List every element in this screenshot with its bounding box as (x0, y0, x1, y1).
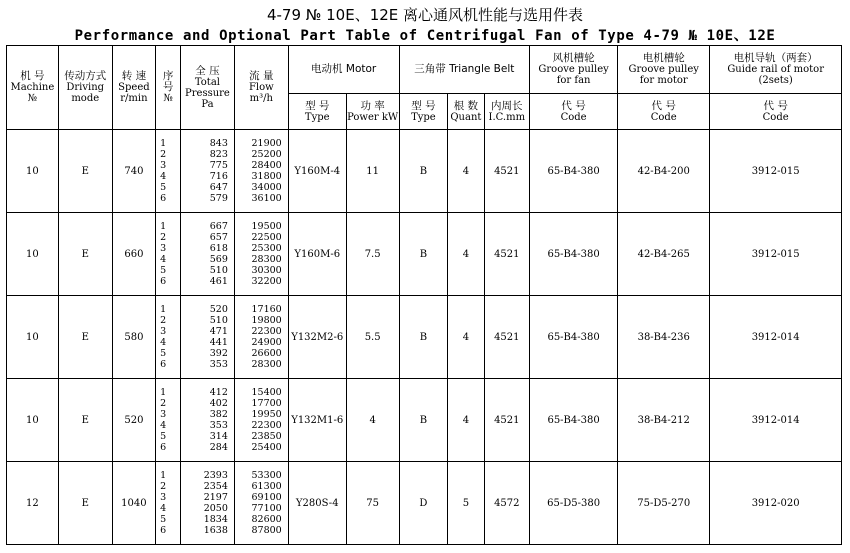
machine-cell: 10 (7, 130, 59, 213)
motor-power-cell: 11 (346, 130, 399, 213)
flow-cell-value: 24900 (251, 337, 282, 348)
motor-type-cell: Y160M-6 (288, 213, 346, 296)
flow-cell-value: 15400 (251, 387, 282, 398)
seq-cell-value: 2 (160, 481, 167, 492)
pressure-cell-value: 471 (209, 326, 228, 337)
belt-quant-cell: 4 (448, 296, 484, 379)
speed-cell: 1040 (112, 462, 156, 545)
machine-cell: 10 (7, 213, 59, 296)
table-row (7, 213, 842, 296)
flow-cell-value: 22300 (251, 326, 282, 337)
guide-rail-code-cell: 3912-014 (710, 296, 842, 379)
table-row (7, 296, 842, 379)
seq-cell-value: 1 (160, 387, 167, 398)
pressure-cell (181, 130, 235, 213)
speed-cell: 520 (112, 379, 156, 462)
pressure-cell-value: 520 (209, 304, 228, 315)
pressure-cell-value: 2197 (203, 492, 228, 503)
header-fan-pulley-code: 代 号 Code (530, 94, 618, 130)
flow-cell-value: 19950 (251, 409, 282, 420)
flow-cell-value: 32200 (251, 276, 282, 287)
header-motor-power: 功 率 Power kW (346, 94, 399, 130)
flow-cell (234, 296, 288, 379)
flow-cell-value: 53300 (251, 470, 282, 481)
flow-cell (234, 462, 288, 545)
header-flow: 流 量 Flow m³/h (234, 46, 288, 130)
seq-cell (156, 379, 181, 462)
flow-cell (234, 130, 288, 213)
seq-cell-value: 1 (160, 221, 167, 232)
motor-power-cell: 75 (346, 462, 399, 545)
header-guide-rail: 电机导轨（两套） Guide rail of motor (2sets) (710, 46, 842, 94)
machine-cell: 10 (7, 296, 59, 379)
pressure-cell-value: 716 (209, 171, 228, 182)
belt-quant-cell: 5 (448, 462, 484, 545)
pressure-cell-value: 823 (209, 149, 228, 160)
motor-power-cell: 5.5 (346, 296, 399, 379)
header-motor-pulley-code: 代 号 Code (618, 94, 710, 130)
header-speed: 转 速 Speed r/min (112, 46, 156, 130)
pressure-cell-value: 314 (209, 431, 228, 442)
pressure-cell-value: 441 (209, 337, 228, 348)
motor-pulley-code-cell: 75-D5-270 (618, 462, 710, 545)
pressure-cell (181, 379, 235, 462)
flow-cell-value: 19500 (251, 221, 282, 232)
motor-pulley-code-cell: 38-B4-212 (618, 379, 710, 462)
seq-cell-value: 5 (160, 514, 167, 525)
flow-cell-value: 77100 (251, 503, 282, 514)
flow-cell (234, 379, 288, 462)
table-row (7, 379, 842, 462)
fan-pulley-code-cell: 65-B4-380 (530, 296, 618, 379)
machine-cell: 12 (7, 462, 59, 545)
pressure-cell-value: 353 (209, 359, 228, 370)
performance-table (6, 45, 842, 545)
seq-cell-value: 4 (160, 337, 167, 348)
header-motor-type: 型 号 Type (288, 94, 346, 130)
belt-type-cell: B (399, 379, 448, 462)
flow-cell-value: 25200 (251, 149, 282, 160)
belt-length-cell: 4521 (484, 296, 530, 379)
driving-mode-cell: E (58, 296, 112, 379)
belt-length-cell: 4521 (484, 379, 530, 462)
driving-mode-cell: E (58, 379, 112, 462)
pressure-cell-value: 667 (209, 221, 228, 232)
speed-cell: 660 (112, 213, 156, 296)
guide-rail-code-cell: 3912-015 (710, 130, 842, 213)
header-driving-mode: 传动方式 Driving mode (58, 46, 112, 130)
flow-cell-value: 22500 (251, 232, 282, 243)
pressure-cell-value: 402 (209, 398, 228, 409)
seq-cell-value: 5 (160, 265, 167, 276)
flow-cell-value: 69100 (251, 492, 282, 503)
driving-mode-cell: E (58, 213, 112, 296)
speed-cell: 580 (112, 296, 156, 379)
pressure-cell-value: 775 (209, 160, 228, 171)
pressure-cell-value: 392 (209, 348, 228, 359)
flow-cell-value: 28400 (251, 160, 282, 171)
flow-cell-value: 17700 (251, 398, 282, 409)
fan-pulley-code-cell: 65-B4-380 (530, 379, 618, 462)
seq-cell-value: 6 (160, 276, 167, 287)
flow-cell-value: 23850 (251, 431, 282, 442)
pressure-cell-value: 579 (209, 193, 228, 204)
pressure-cell-value: 1638 (203, 525, 228, 536)
header-belt-quant: 根 数 Quant (448, 94, 484, 130)
flow-cell-value: 21900 (251, 138, 282, 149)
seq-cell-value: 2 (160, 315, 167, 326)
seq-cell (156, 296, 181, 379)
pressure-cell-value: 510 (209, 265, 228, 276)
flow-cell-value: 36100 (251, 193, 282, 204)
pressure-cell-value: 2050 (203, 503, 228, 514)
flow-cell-value: 82600 (251, 514, 282, 525)
belt-type-cell: B (399, 130, 448, 213)
flow-cell-value: 30300 (251, 265, 282, 276)
pressure-cell-value: 657 (209, 232, 228, 243)
pressure-cell-value: 647 (209, 182, 228, 193)
belt-length-cell: 4521 (484, 130, 530, 213)
pressure-cell-value: 510 (209, 315, 228, 326)
seq-cell-value: 2 (160, 398, 167, 409)
motor-pulley-code-cell: 42-B4-265 (618, 213, 710, 296)
motor-type-cell: Y160M-4 (288, 130, 346, 213)
seq-cell (156, 130, 181, 213)
header-seq: 序 号 № (156, 46, 181, 130)
belt-type-cell: B (399, 213, 448, 296)
header-motor-pulley: 电机槽轮 Groove pulley for motor (618, 46, 710, 94)
seq-cell-value: 1 (160, 304, 167, 315)
flow-cell (234, 213, 288, 296)
seq-cell-value: 1 (160, 138, 167, 149)
belt-quant-cell: 4 (448, 130, 484, 213)
pressure-cell-value: 353 (209, 420, 228, 431)
pressure-cell-value: 843 (209, 138, 228, 149)
table-row (7, 462, 842, 545)
pressure-cell-value: 618 (209, 243, 228, 254)
motor-power-cell: 7.5 (346, 213, 399, 296)
seq-cell-value: 3 (160, 243, 167, 254)
seq-cell-value: 6 (160, 442, 167, 453)
seq-cell-value: 3 (160, 160, 167, 171)
seq-cell-value: 2 (160, 232, 167, 243)
flow-cell-value: 25400 (251, 442, 282, 453)
belt-length-cell: 4521 (484, 213, 530, 296)
pressure-cell (181, 296, 235, 379)
seq-cell-value: 5 (160, 182, 167, 193)
motor-type-cell: Y132M1-6 (288, 379, 346, 462)
seq-cell-value: 3 (160, 409, 167, 420)
seq-cell-value: 6 (160, 359, 167, 370)
machine-cell: 10 (7, 379, 59, 462)
fan-pulley-code-cell: 65-D5-380 (530, 462, 618, 545)
seq-cell-value: 3 (160, 326, 167, 337)
seq-cell-value: 2 (160, 149, 167, 160)
driving-mode-cell: E (58, 130, 112, 213)
flow-cell-value: 28300 (251, 359, 282, 370)
header-pressure: 全 压 Total Pressure Pa (181, 46, 235, 130)
seq-cell-value: 5 (160, 431, 167, 442)
guide-rail-code-cell: 3912-014 (710, 379, 842, 462)
table-body (7, 130, 842, 545)
guide-rail-code-cell: 3912-020 (710, 462, 842, 545)
seq-cell-value: 4 (160, 171, 167, 182)
motor-pulley-code-cell: 42-B4-200 (618, 130, 710, 213)
pressure-cell-value: 569 (209, 254, 228, 265)
flow-cell-value: 26600 (251, 348, 282, 359)
flow-cell-value: 87800 (251, 525, 282, 536)
table-row (7, 130, 842, 213)
header-belt-length: 内周长 I.C.mm (484, 94, 530, 130)
flow-cell-value: 19800 (251, 315, 282, 326)
header-triangle-belt: 三角带 Triangle Belt (399, 46, 530, 94)
title-chinese: 4-79 № 10E、12E 离心通风机性能与选用件表 (266, 6, 584, 24)
seq-cell-value: 4 (160, 503, 167, 514)
seq-cell (156, 213, 181, 296)
fan-pulley-code-cell: 65-B4-380 (530, 213, 618, 296)
pressure-cell-value: 2354 (203, 481, 228, 492)
pressure-cell-value: 1834 (203, 514, 228, 525)
seq-cell-value: 3 (160, 492, 167, 503)
header-belt-type: 型 号 Type (399, 94, 448, 130)
seq-cell-value: 4 (160, 254, 167, 265)
pressure-cell (181, 462, 235, 545)
seq-cell (156, 462, 181, 545)
belt-type-cell: B (399, 296, 448, 379)
motor-type-cell: Y280S-4 (288, 462, 346, 545)
guide-rail-code-cell: 3912-015 (710, 213, 842, 296)
pressure-cell (181, 213, 235, 296)
pressure-cell-value: 2393 (203, 470, 228, 481)
belt-quant-cell: 4 (448, 379, 484, 462)
header-guide-rail-code: 代 号 Code (710, 94, 842, 130)
motor-power-cell: 4 (346, 379, 399, 462)
belt-type-cell: D (399, 462, 448, 545)
fan-pulley-code-cell: 65-B4-380 (530, 130, 618, 213)
pressure-cell-value: 412 (209, 387, 228, 398)
pressure-cell-value: 382 (209, 409, 228, 420)
motor-type-cell: Y132M2-6 (288, 296, 346, 379)
title-english: Performance and Optional Part Table of Centrifugal Fan of Type 4-79 № 10E、12E (74, 28, 776, 44)
header-fan-pulley: 风机槽轮 Groove pulley for fan (530, 46, 618, 94)
seq-cell-value: 6 (160, 193, 167, 204)
seq-cell-value: 4 (160, 420, 167, 431)
flow-cell-value: 61300 (251, 481, 282, 492)
flow-cell-value: 17160 (251, 304, 282, 315)
pressure-cell-value: 284 (209, 442, 228, 453)
flow-cell-value: 31800 (251, 171, 282, 182)
pressure-cell-value: 461 (209, 276, 228, 287)
seq-cell-value: 6 (160, 525, 167, 536)
header-machine: 机 号 Machine № (7, 46, 59, 130)
seq-cell-value: 5 (160, 348, 167, 359)
motor-pulley-code-cell: 38-B4-236 (618, 296, 710, 379)
flow-cell-value: 28300 (251, 254, 282, 265)
flow-cell-value: 22300 (251, 420, 282, 431)
seq-cell-value: 1 (160, 470, 167, 481)
driving-mode-cell: E (58, 462, 112, 545)
flow-cell-value: 25300 (251, 243, 282, 254)
flow-cell-value: 34000 (251, 182, 282, 193)
belt-quant-cell: 4 (448, 213, 484, 296)
speed-cell: 740 (112, 130, 156, 213)
belt-length-cell: 4572 (484, 462, 530, 545)
header-motor: 电动机 Motor (288, 46, 399, 94)
